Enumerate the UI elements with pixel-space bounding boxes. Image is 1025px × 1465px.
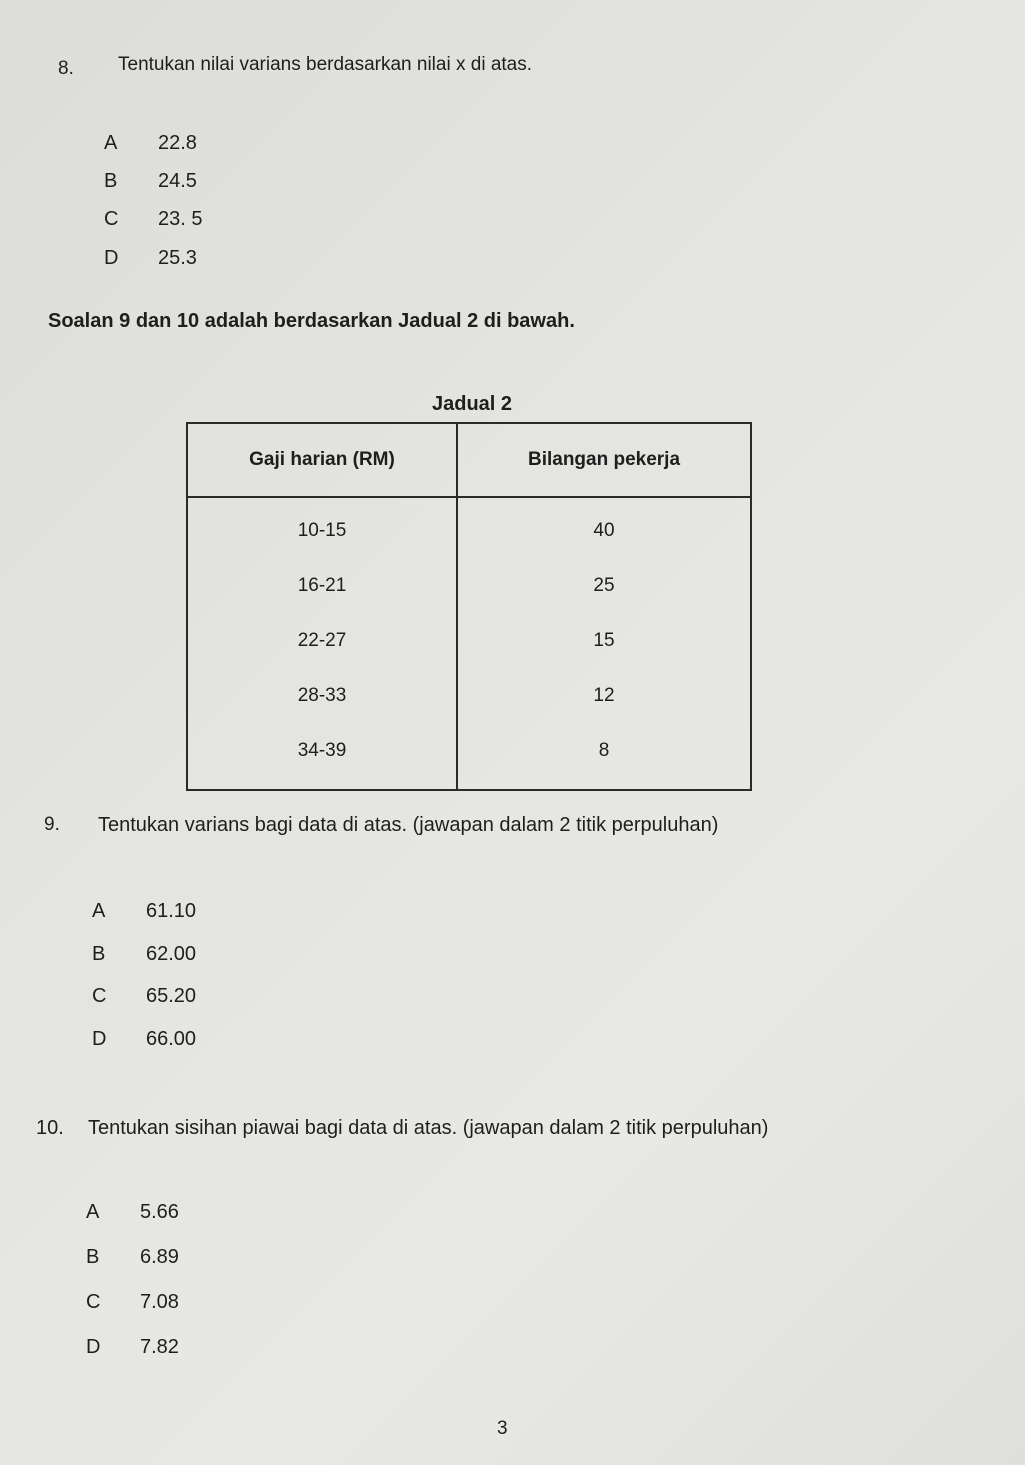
option-value: 62.00 — [146, 943, 197, 965]
option-value: 61.10 — [146, 900, 197, 922]
option-letter: D — [92, 1028, 107, 1050]
table-header-cell: Gaji harian (RM) — [187, 423, 457, 497]
option-value: 6.89 — [140, 1246, 179, 1268]
question-10-option-c — [86, 1291, 179, 1314]
option-value: 66.00 — [146, 1028, 197, 1050]
table-header-row — [187, 423, 751, 497]
option-value: 22.8 — [158, 132, 197, 154]
question-10-option-a — [86, 1201, 179, 1224]
table-cell: 15 — [457, 613, 751, 668]
option-letter: A — [92, 900, 106, 922]
table-row — [187, 613, 751, 668]
table-cell: 8 — [457, 723, 751, 790]
question-9-option-d — [92, 1028, 196, 1051]
table-header-cell: Bilangan pekerja — [457, 423, 751, 497]
option-letter: A — [86, 1201, 100, 1223]
option-letter: C — [92, 985, 107, 1007]
option-letter: A — [104, 132, 118, 154]
option-letter: D — [104, 247, 119, 269]
table-cell: 22-27 — [297, 629, 347, 651]
question-9-number: 9. — [44, 814, 60, 835]
question-8-option-a — [104, 132, 197, 155]
question-9-option-a — [92, 900, 196, 923]
section-heading: Soalan 9 dan 10 adalah berdasarkan Jadual 2 di bawah. — [48, 310, 575, 332]
option-letter: C — [104, 208, 119, 230]
table-row — [187, 497, 751, 558]
option-value: 7.08 — [140, 1291, 179, 1313]
question-9-option-c — [92, 985, 196, 1008]
table-title: Jadual 2 — [432, 393, 513, 415]
question-10-text: Tentukan sisihan piawai bagi data di atas. (jawapan dalam 2 titik perpuluhan) — [88, 1117, 769, 1139]
question-8-text: Tentukan nilai varians berdasarkan nilai x di atas. — [118, 54, 533, 75]
question-10-option-d — [86, 1336, 179, 1359]
table-row — [187, 668, 751, 723]
question-9-option-b — [92, 943, 196, 966]
question-9-text: Tentukan varians bagi data di atas. (jawapan dalam 2 titik perpuluhan) — [98, 814, 719, 836]
table-cell: 28-33 — [297, 684, 347, 706]
table-cell: 34-39 — [297, 739, 347, 761]
question-10-option-b — [86, 1246, 179, 1269]
table-row — [187, 723, 751, 790]
option-value: 24.5 — [158, 170, 197, 192]
question-8-number: 8. — [58, 58, 74, 79]
option-letter: B — [92, 943, 106, 965]
option-letter: D — [86, 1336, 101, 1358]
option-letter: B — [104, 170, 118, 192]
table-cell: 25 — [457, 558, 751, 613]
table-cell: 16-21 — [297, 574, 347, 596]
table-cell: 10-15 — [297, 519, 347, 541]
table-cell: 12 — [457, 668, 751, 723]
option-value: 25.3 — [158, 247, 197, 269]
option-letter: B — [86, 1246, 100, 1268]
data-table — [186, 422, 752, 791]
question-8-option-c — [104, 208, 202, 231]
question-8-option-d — [104, 247, 197, 270]
table-row — [187, 558, 751, 613]
option-value: 65.20 — [146, 985, 197, 1007]
page-number: 3 — [497, 1418, 508, 1439]
option-value: 7.82 — [140, 1336, 179, 1358]
option-letter: C — [86, 1291, 101, 1313]
option-value: 5.66 — [140, 1201, 179, 1223]
question-8-option-b — [104, 170, 197, 193]
table-cell: 40 — [457, 497, 751, 558]
option-value: 23. 5 — [158, 208, 203, 230]
question-10-number: 10. — [36, 1117, 64, 1139]
